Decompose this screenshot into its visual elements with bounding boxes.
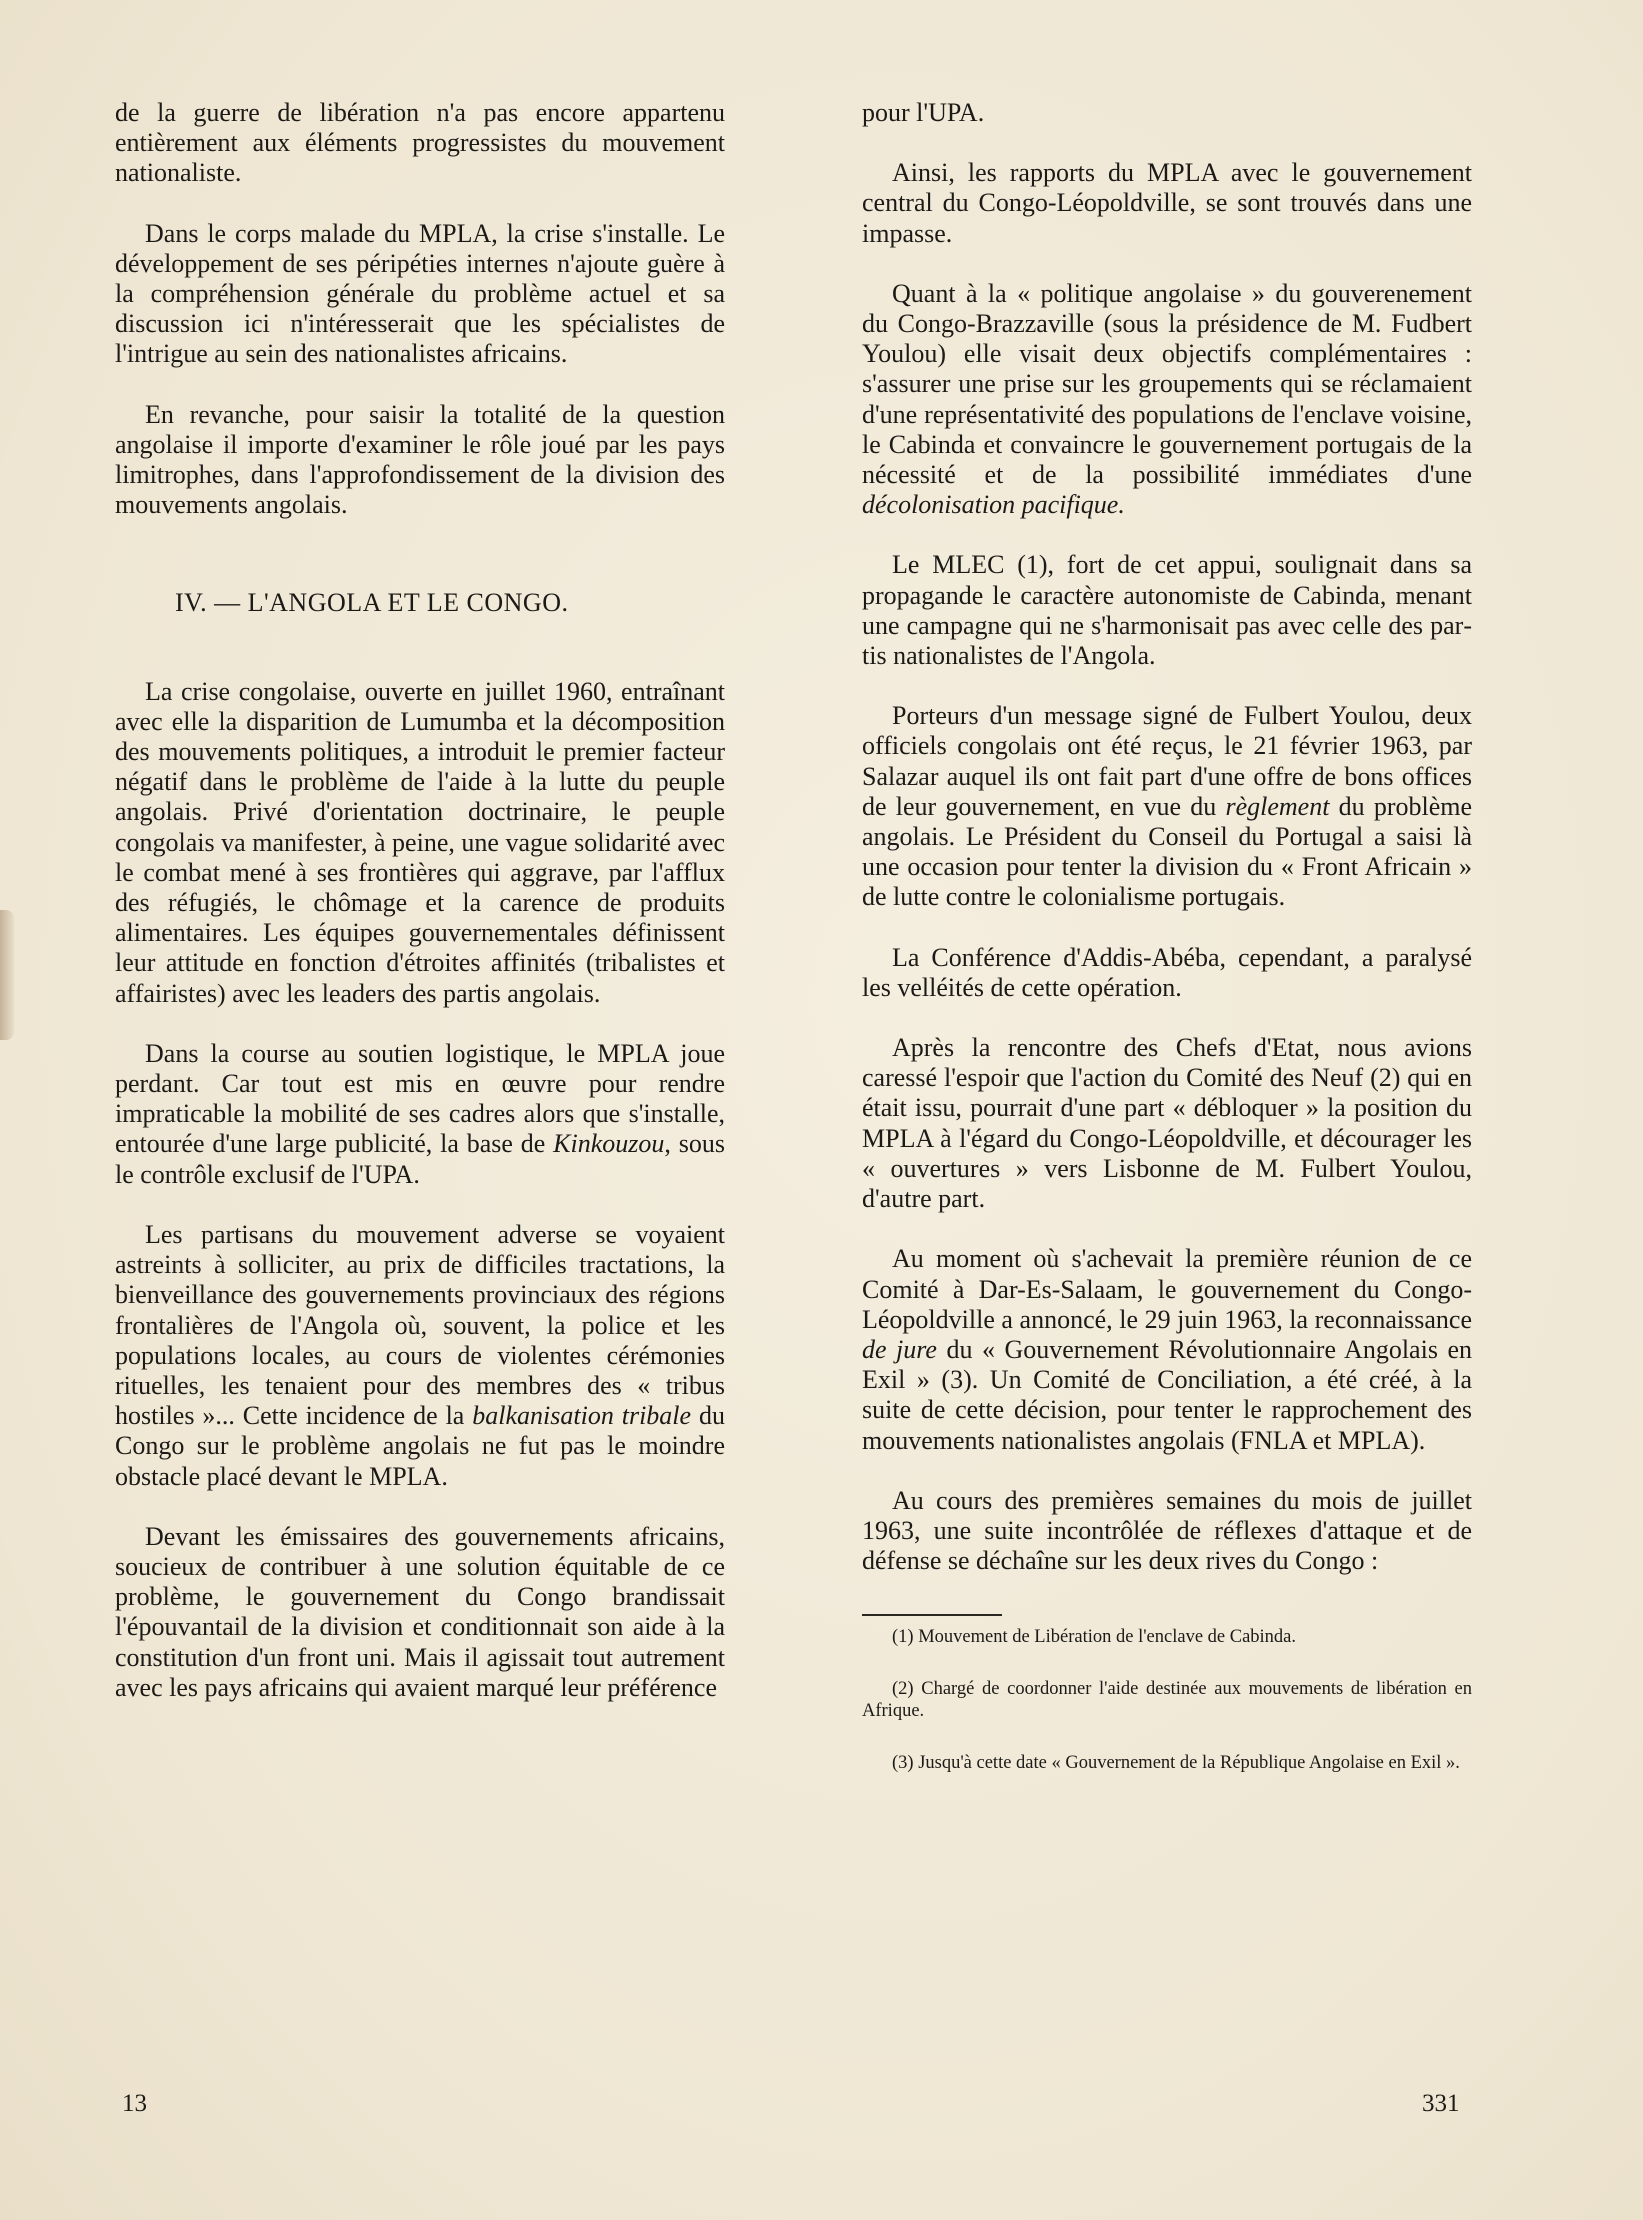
paragraph bbox=[115, 1039, 725, 1190]
paragraph: de la guerre de libération n'a pas encore appartenu entièrement aux éléments progressistes du mouvement nationaliste. bbox=[115, 98, 725, 188]
text-run: , sous le contrôle exclusif de l'UPA. bbox=[115, 1129, 725, 1189]
paragraph: En revanche, pour saisir la totalité de la question angolaise il importe d'examiner le rôle joué par les pays limitrophes, dans l'approfondissement de la division des mouvements angolais. bbox=[115, 399, 725, 520]
paragraph bbox=[862, 1244, 1472, 1455]
text-run: Au moment où s'achevait la première réunion de ce Comité à Dar-Es-Salaam, le gouvernement du Congo-Léopoldville a annoncé, le 29 juin 1963, la reconnaissance bbox=[862, 1244, 1472, 1334]
text-run: Dans la course au soutien logistique, le MPLA joue perdant. Car tout est mis en œuvre pour rendre impraticable la mobilité de ses cadres alors que s'installe, entourée d'une large publicité, la base de bbox=[115, 1038, 725, 1159]
left-column bbox=[115, 98, 725, 1733]
paragraph: Ainsi, les rapports du MPLA avec le gouvernement central du Congo-Léopoldville, se sont trouvés dans une impasse. bbox=[862, 158, 1472, 248]
footnote: (1) Mouvement de Libération de l'enclave de Cabinda. bbox=[892, 1627, 1297, 1648]
section-heading: IV. — L'ANGOLA ET LE CONGO. bbox=[175, 588, 569, 618]
paragraph: Le MLEC (1), fort de cet appui, soulignait dans sa propagande le caractère autonomiste de Cabinda, menant une campagne qui ne s'harmonisait pas avec celle des partis nationalistes de l'Angola. bbox=[862, 550, 1472, 671]
paragraph: Au cours des premières semaines du mois de juillet 1963, une suite incontrôlée de réflexes d'attaque et de défense se déchaîne sur les deux rives du Congo : bbox=[862, 1485, 1472, 1576]
footnote: (3) Jusqu'à cette date « Gouvernement de la République Angolaise en Exil ». bbox=[892, 1753, 1460, 1774]
footnote-rule bbox=[862, 1614, 1002, 1616]
paragraph: La Conférence d'Addis-Abéba, cependant, a paralysé les velléités de cette opération. bbox=[862, 942, 1472, 1002]
text-run: du « Gouvernement Révolutionnaire Angolais en Exil » (3). Un Comité de Conciliation, a été créé, à la suite de cette décision, pour tenter le rapprochement des mouvements nationalistes angolais (FNLA et MPLA). bbox=[862, 1334, 1472, 1455]
text-run: du Congo sur le problème angolais ne fut pas le moindre obstacle placé devant le MPLA. bbox=[115, 1401, 725, 1491]
paragraph bbox=[862, 701, 1472, 912]
paper-stain bbox=[0, 910, 14, 1040]
italic-text: de jure bbox=[862, 1334, 937, 1364]
paragraph: Devant les émissaires des gouvernements africains, soucieux de contribuer à une solution équitable de ce problème, le gouvernement du Congo brandissait l'épouvantail de la division et conditionnait son aide à la constitution d'un front uni. Mais il agissait tout autrement avec les pays africains qui avaient marqué leur préférence bbox=[115, 1521, 725, 1702]
text-run: du problème angolais. Le Président du Conseil du Portugal a saisi là une occasion pour tenter la division du « Front Africain » de lutte contre le colonialisme portugais. bbox=[862, 791, 1472, 912]
footnotes bbox=[862, 1614, 1472, 1774]
paragraph bbox=[115, 1220, 725, 1492]
footnote: (2) Chargé de coordonner l'aide destinée aux mouvements de libération en Afrique. bbox=[862, 1679, 1472, 1722]
paragraph: Dans le corps malade du MPLA, la crise s'installe. Le développement de ses péripéties internes n'ajoute guère à la compréhension générale du problème actuel et sa discussion ici n'intéresserait que les spécialistes de l'intrigue au sein des nationalistes africains. bbox=[115, 218, 725, 369]
italic-text: Kinkouzou bbox=[553, 1129, 665, 1159]
page-number-left: 13 bbox=[122, 2090, 147, 2117]
paragraph: Après la rencontre des Chefs d'Etat, nous avions caressé l'espoir que l'action du Comité des Neuf (2) qui en était issu, pourrait d'une part « débloquer » la position du MPLA à l'égard du Congo-Léopoldville, et décourager les « ouvertures » vers Lisbonne de M. Fulbert Youlou, d'autre part. bbox=[862, 1033, 1472, 1214]
paragraph bbox=[862, 279, 1472, 521]
text-run: Les partisans du mouvement adverse se voyaient astreints à solliciter, au prix de difficiles tractations, la bienveillance des gouvernements provinciaux des régions frontalières de l'Angola où, souvent, la police et les populations locales, au cours de violentes cérémonies rituelles, les tenaient pour des membres des « tribus hostiles »... Cette incidence de la bbox=[115, 1219, 725, 1431]
italic-text: règlement bbox=[1225, 791, 1330, 821]
page-number-right: 331 bbox=[1422, 2090, 1460, 2117]
paragraph: La crise congolaise, ouverte en juillet 1960, entraînant avec elle la disparition de Lumumba et la décomposition des mouvements politiques, a introduit le premier facteur négatif dans le problème de l'aide à la lutte du peuple angolais. Privé d'orientation doctrinaire, le peuple congolais va manifester, à peine, une vague solidarité avec le combat mené à ses frontières qui aggrave, par l'afflux des réfugiés, le chômage et la carence de produits alimentaires. Les équipes gouvernementales définissent leur attitude en fonction d'étroites affinités (tribalistes et affairistes) avec les leaders des partis angolais. bbox=[115, 676, 725, 1008]
paragraph: pour l'UPA. bbox=[862, 98, 985, 127]
text-run: Porteurs d'un message signé de Fulbert Youlou, deux officiels congolais ont été reçus, le 21 février 1963, par Salazar auquel ils ont fait part d'une offre de bons offices de leur gouvernement, en vue du bbox=[862, 701, 1472, 821]
text-run: Quant à la « politique angolaise » du gouverenement du Congo-Brazzaville (sous la présidence de M. Fudbert Youlou) elle visait deux objectifs complémentaires : s'assurer une prise sur les groupements qui se réclamaient d'une représentativité des populations de l'enclave voisine, le Cabinda et convaincre le gouvernement portugais de la nécessité et de la possibilité immédiates d'une bbox=[862, 278, 1472, 490]
italic-text: décolonisation pacifique. bbox=[862, 490, 1125, 520]
right-column bbox=[862, 98, 1472, 1804]
italic-text: balkanisation tribale bbox=[472, 1401, 692, 1431]
